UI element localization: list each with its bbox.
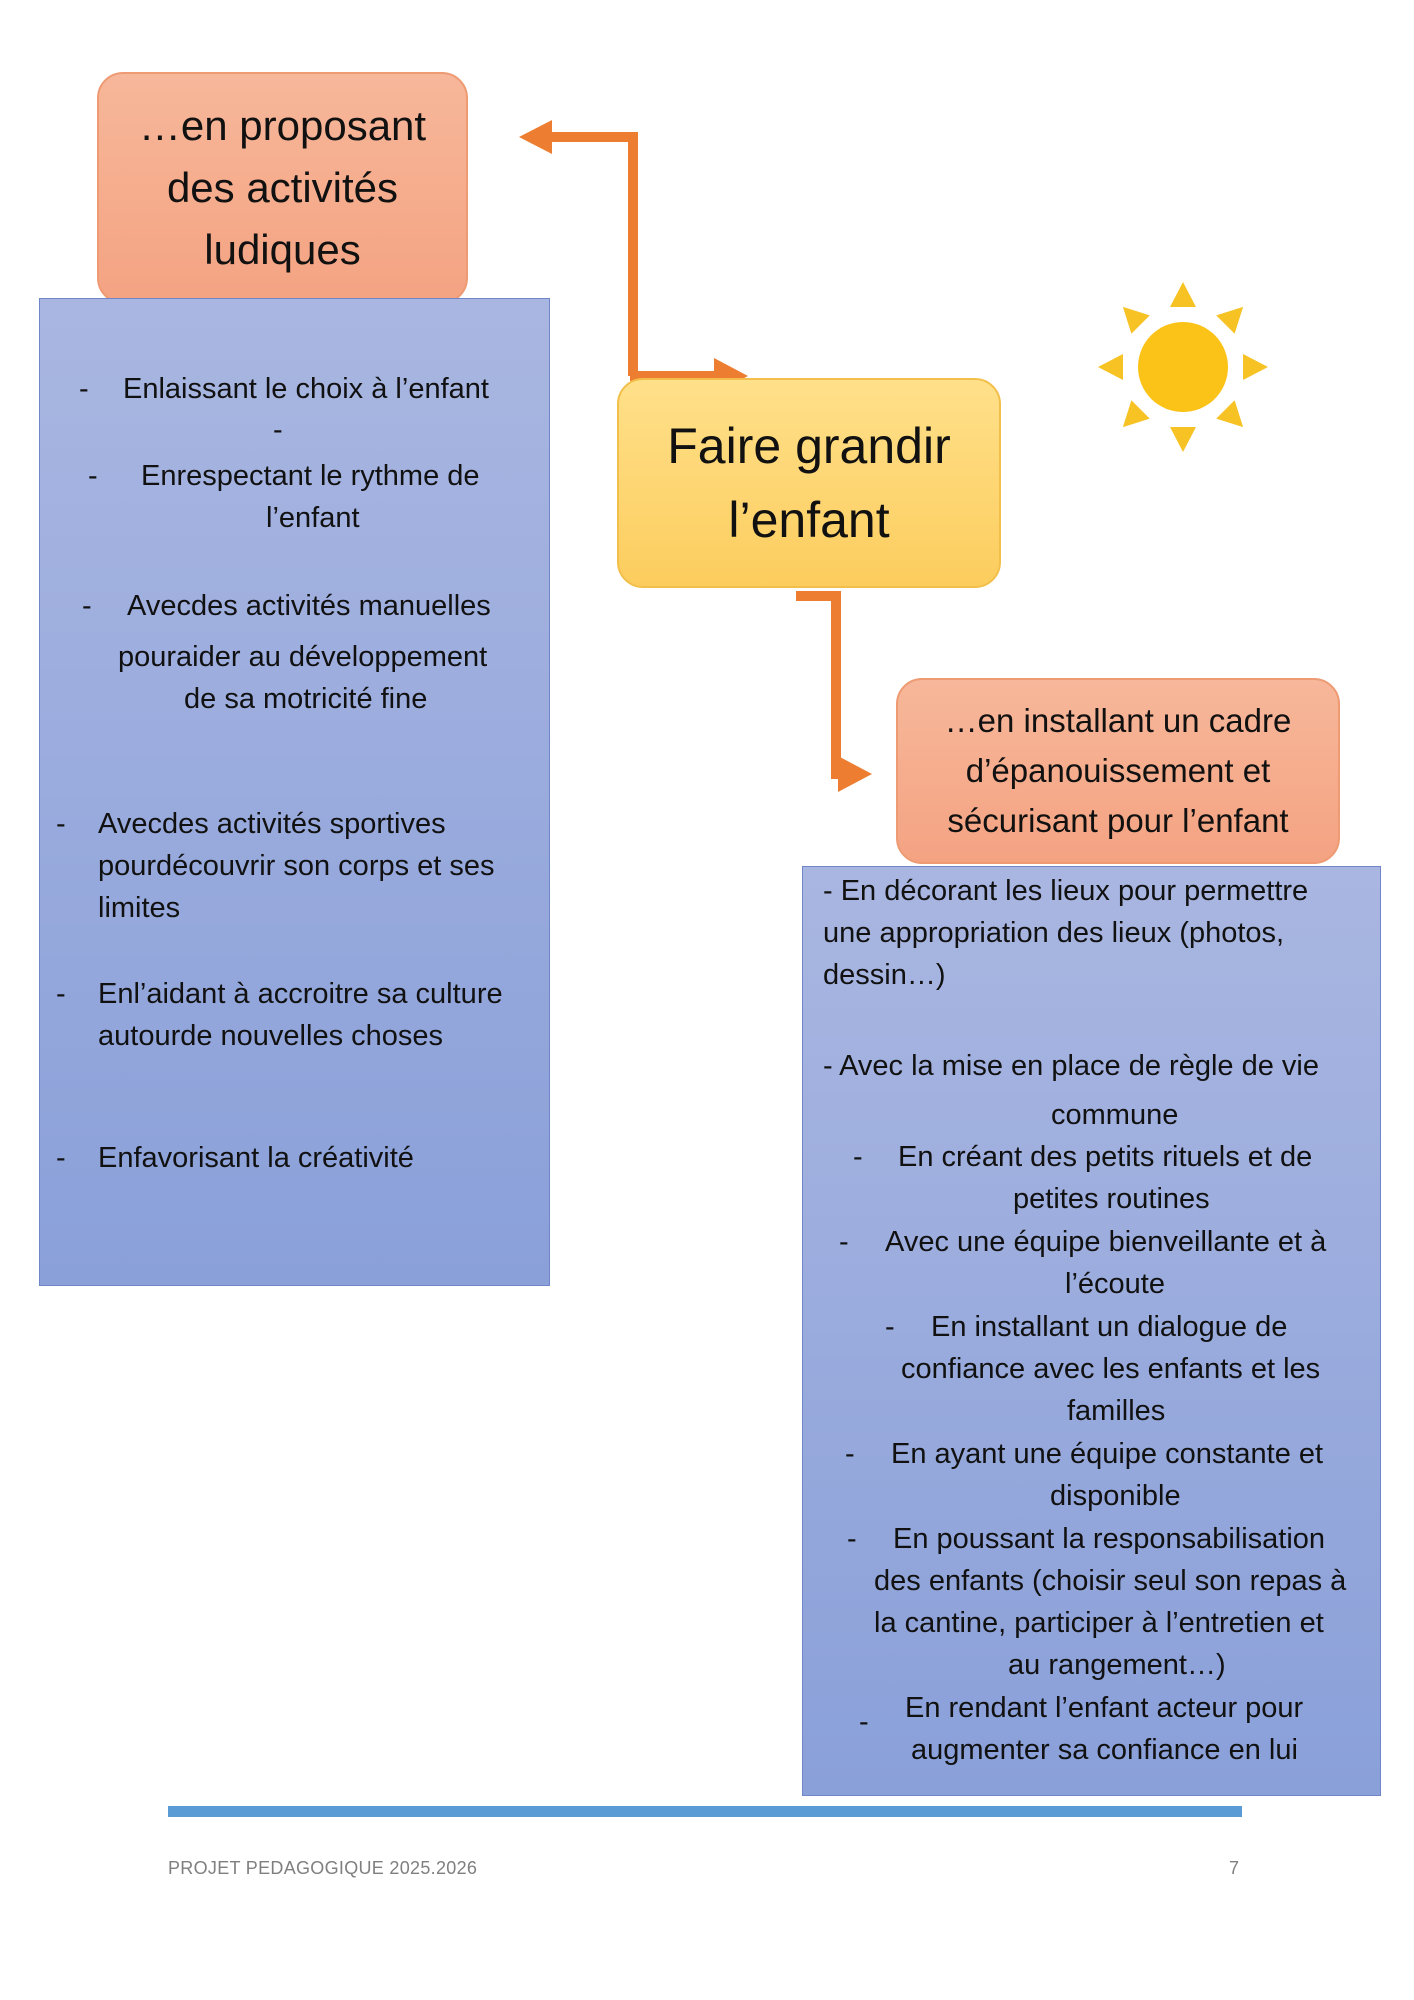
list-item: Enlaissant le choix à l’enfant	[123, 373, 489, 405]
list-item: Avecdes activités manuelles	[127, 590, 491, 622]
main-goal-line-2: l’enfant	[728, 492, 890, 548]
list-item: Enl’aidant à accroitre sa culture	[98, 978, 503, 1010]
list-item: En ayant une équipe constante et	[891, 1438, 1324, 1470]
main-goal-line-1: Faire grandir	[667, 418, 951, 474]
list-dash: -	[845, 1438, 855, 1470]
page-number: 7	[1229, 1858, 1240, 1878]
list-dash: -	[79, 373, 89, 405]
list-item: Avecdes activités sportives	[98, 808, 446, 840]
framework-box	[896, 678, 1340, 864]
list-item: l’enfant	[266, 502, 360, 534]
list-item: une appropriation des lieux (photos,	[823, 917, 1285, 949]
footer-title: PROJET PEDAGOGIQUE 2025.2026	[168, 1858, 478, 1878]
list-item: dessin…)	[823, 959, 946, 991]
framework-box-line-1: …en installant un cadre	[944, 702, 1292, 739]
activities-box-line-1: …en proposant	[138, 102, 427, 149]
framework-list-box	[802, 866, 1381, 1796]
list-item: autourde nouvelles choses	[98, 1020, 444, 1052]
list-dash: -	[847, 1523, 857, 1555]
activities-list-box	[39, 298, 550, 1286]
activities-box-line-2: des activités	[166, 164, 399, 211]
list-item: augmenter sa confiance en lui	[911, 1734, 1298, 1766]
list-item: En créant des petits rituels et de	[898, 1141, 1313, 1173]
list-item: limites	[98, 892, 181, 924]
list-item: pouraider au développement	[118, 641, 488, 673]
list-item: disponible	[1050, 1480, 1181, 1512]
sun-icon	[1098, 282, 1268, 452]
list-item: au rangement…)	[1008, 1649, 1226, 1681]
list-dash: -	[273, 414, 283, 446]
list-item: En installant un dialogue de	[931, 1311, 1288, 1343]
list-item: des enfants (choisir seul son repas à	[874, 1565, 1347, 1597]
framework-box-line-3: sécurisant pour l’enfant	[947, 802, 1289, 839]
list-dash: -	[88, 460, 98, 492]
list-item: l’écoute	[1065, 1268, 1165, 1300]
list-dash: -	[56, 808, 66, 840]
main-goal-box	[617, 378, 1001, 588]
list-item: petites routines	[1013, 1183, 1210, 1215]
list-item: Enrespectant le rythme de	[141, 460, 480, 492]
activities-box	[97, 72, 468, 304]
activities-box-line-3: ludiques	[204, 226, 361, 273]
list-item: - Avec la mise en place de règle de vie	[823, 1050, 1319, 1082]
list-item: familles	[1067, 1395, 1166, 1427]
list-item: la cantine, participer à l’entretien et	[874, 1607, 1324, 1639]
list-item: - En décorant les lieux pour permettre	[823, 875, 1309, 907]
list-dash: -	[839, 1226, 849, 1258]
list-item: pourdécouvrir son corps et ses	[98, 850, 495, 882]
list-item: confiance avec les enfants et les	[901, 1353, 1321, 1385]
list-item: En rendant l’enfant acteur pour	[905, 1692, 1304, 1724]
list-dash: -	[885, 1311, 895, 1343]
footer-divider	[168, 1806, 1242, 1817]
list-dash: -	[82, 590, 92, 622]
arrow-to-right-box	[796, 596, 872, 792]
list-dash: -	[853, 1141, 863, 1173]
list-item: En poussant la responsabilisation	[893, 1523, 1326, 1555]
list-dash: -	[859, 1706, 869, 1738]
list-item: de sa motricité fine	[184, 683, 428, 715]
list-dash: -	[56, 978, 66, 1010]
list-dash: -	[56, 1142, 66, 1174]
list-item: Enfavorisant la créativité	[98, 1142, 414, 1174]
list-item: commune	[1051, 1099, 1179, 1131]
framework-box-line-2: d’épanouissement et	[965, 752, 1271, 789]
list-item: Avec une équipe bienveillante et à	[885, 1226, 1327, 1258]
